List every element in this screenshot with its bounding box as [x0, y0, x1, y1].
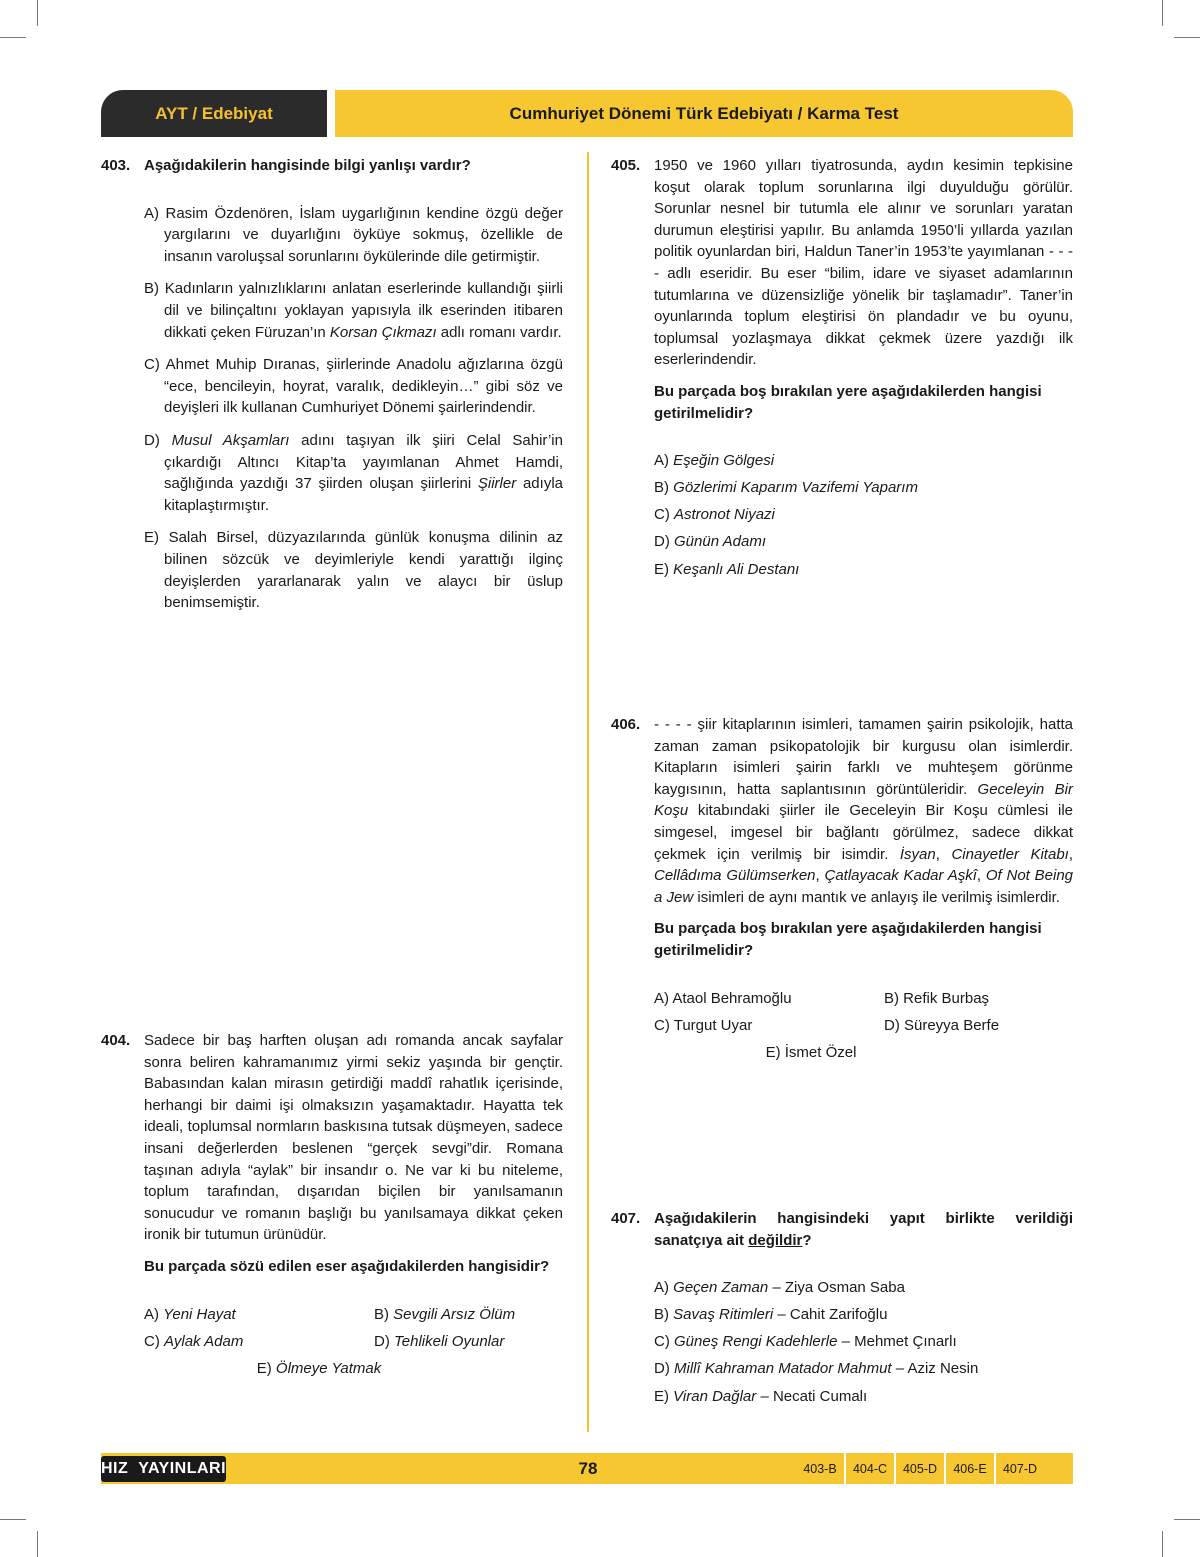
- option-letter: D): [374, 1332, 394, 1350]
- answer-key: [796, 1453, 1044, 1484]
- logo-text: HIZ: [100, 1460, 129, 1477]
- option-text: Aylak Adam: [164, 1332, 244, 1350]
- option-b[interactable]: [654, 477, 1073, 499]
- option-c[interactable]: C) Ahmet Muhip Dıranas, şiirlerinde Anadolu ağızlarına özgü “ece, bencileyin, hoyrat, varalık, dedikleyin…” gibi söz ve deyişleri ilk kullanan Cumhuriyet Dönemi şairlerindendir.: [144, 356, 563, 417]
- option-letter: E): [256, 1359, 276, 1377]
- crop-mark: [1174, 1519, 1200, 1520]
- option-letter: D): [654, 1360, 674, 1378]
- option-d[interactable]: D) Süreyya Berfe: [884, 1016, 1000, 1034]
- work-title: Geçen Zaman: [673, 1279, 769, 1297]
- author-name: – Aziz Nesin: [891, 1360, 979, 1378]
- option-text: Günün Adamı: [674, 533, 766, 551]
- author-name: – Necati Cumalı: [756, 1387, 868, 1405]
- option-letter: C): [654, 506, 674, 524]
- option-a[interactable]: A) Ataol Behramoğlu: [654, 989, 792, 1007]
- text-run: ,: [935, 845, 952, 863]
- work-title: Savaş Ritimleri: [673, 1306, 774, 1324]
- topic-label: Cumhuriyet Dönemi Türk Edebiyatı / Karma Test: [509, 103, 899, 123]
- option-text: Keşanlı Ali Destanı: [673, 560, 800, 578]
- option-text: Astronot Niyazi: [674, 506, 775, 524]
- stem-text: ?: [802, 1231, 812, 1249]
- options-list: [654, 1277, 1073, 1407]
- option-letter: A): [654, 1279, 674, 1297]
- subject-tab: [101, 90, 327, 137]
- text-run: ,: [815, 867, 825, 885]
- subject-label: AYT / Edebiyat: [155, 103, 273, 123]
- option-a[interactable]: A) Rasim Özdenören, İslam uygarlığının kendine özgü değer yargılarını ve duyarlığını öyküye sokmuş, özellikle de insanın varoluşsal sorunlarını öykülerinde dile getirmiştir.: [144, 204, 563, 265]
- option-text: Tehlikeli Oyunlar: [394, 1332, 505, 1350]
- option-c[interactable]: [654, 1331, 1073, 1353]
- option-letter: B): [374, 1305, 394, 1323]
- text-run: ,: [1068, 845, 1074, 863]
- option-letter: A): [144, 1305, 164, 1323]
- question-405: [611, 155, 1073, 586]
- option-text: Sevgili Arsız Ölüm: [393, 1305, 516, 1323]
- answer-key-item: 407-D: [994, 1453, 1044, 1484]
- option-b[interactable]: [144, 278, 563, 343]
- option-letter: C): [144, 1332, 164, 1350]
- crop-mark: [1162, 0, 1163, 26]
- text-run: ,: [976, 867, 986, 885]
- option-b[interactable]: [374, 1304, 604, 1326]
- question-number: 407.: [611, 1210, 641, 1227]
- option-text: Eşeğin Gölgesi: [673, 452, 775, 470]
- option-text-italic: Musul Akşamları: [171, 431, 290, 449]
- option-b[interactable]: [654, 1304, 1073, 1326]
- question-stem: Bu parçada boş bırakılan yere aşağıdakilerden hangisi getirilmelidir?: [654, 382, 1042, 422]
- logo-text: YAYINLARI: [138, 1460, 227, 1477]
- text-italic: Cinayetler Kitabı: [951, 845, 1069, 863]
- question-number: 406.: [611, 716, 641, 733]
- option-a[interactable]: [654, 1277, 1073, 1299]
- option-d[interactable]: [374, 1331, 604, 1353]
- option-d[interactable]: [654, 531, 1073, 553]
- text-run: isimleri de aynı mantık ve anlayış ile verilmiş isimlerdir.: [693, 888, 1060, 906]
- option-letter: B): [654, 479, 674, 497]
- option-letter: A): [654, 452, 674, 470]
- topic-banner: [335, 90, 1073, 137]
- option-text: Yeni Hayat: [163, 1305, 236, 1323]
- author-name: – Ziya Osman Saba: [768, 1279, 905, 1297]
- option-e[interactable]: [654, 559, 1073, 581]
- publisher-logo: [101, 1456, 226, 1482]
- option-a[interactable]: [654, 450, 1073, 472]
- option-text: adıyla kitaplaştırmıştır.: [164, 475, 563, 514]
- answer-key-item: 403-B: [803, 1461, 837, 1476]
- column-divider: [587, 152, 589, 1432]
- option-text: adlı romanı vardır.: [436, 323, 562, 341]
- text-italic: Of Not Being a Jew: [654, 867, 1074, 906]
- stem-underlined: değildir: [748, 1231, 803, 1249]
- option-c[interactable]: [144, 1331, 374, 1353]
- work-title: Viran Dağlar: [673, 1387, 757, 1405]
- option-b[interactable]: B) Refik Burbaş: [884, 989, 990, 1007]
- crop-mark: [37, 1531, 38, 1557]
- text-italic: Geceleyin Bir Koşu: [654, 780, 1074, 820]
- work-title: Millî Kahraman Matador Mahmut: [674, 1360, 892, 1378]
- answer-key-item: 404-C: [844, 1453, 894, 1484]
- option-a[interactable]: [144, 1304, 374, 1326]
- question-text: [654, 714, 1073, 908]
- option-d[interactable]: [654, 1358, 1073, 1380]
- text-italic: Çatlayacak Kadar Aşkî: [824, 867, 977, 885]
- author-name: – Cahit Zarifoğlu: [773, 1306, 888, 1324]
- option-text: Gözlerimi Kaparım Vazifemi Yaparım: [673, 479, 918, 497]
- author-name: – Mehmet Çınarlı: [837, 1333, 957, 1351]
- question-number: 404.: [101, 1032, 131, 1049]
- option-text: Ölmeye Yatmak: [275, 1359, 382, 1377]
- answer-key-item: 406-E: [944, 1453, 994, 1484]
- answer-key-item: 405-D: [894, 1453, 944, 1484]
- question-stem: Bu parçada boş bırakılan yere aşağıdakilerden hangisi getirilmelidir?: [654, 920, 1042, 959]
- crop-mark: [37, 0, 38, 26]
- option-letter: E): [654, 560, 674, 578]
- option-c[interactable]: C) Turgut Uyar: [654, 1016, 753, 1034]
- option-c[interactable]: [654, 504, 1073, 526]
- crop-mark: [0, 1519, 26, 1520]
- option-text-italic: Şiirler: [477, 475, 517, 493]
- question-404: [101, 1030, 563, 1379]
- question-number: 403.: [101, 157, 131, 174]
- question-stem: Aşağıdakilerin hangisinde bilgi yanlışı vardır?: [144, 157, 471, 174]
- work-title: Güneş Rengi Kadehlerle: [674, 1333, 838, 1351]
- question-406: [611, 714, 1073, 1063]
- question-number: 405.: [611, 157, 641, 174]
- option-e[interactable]: E) Salah Birsel, düzyazılarında günlük konuşma dilinin az bilinen sözcük ve deyimleriyle kendi yarattığı ilginç deyişlerden yararlanarak yalın ve alaycı bir üslup benimsemiştir.: [144, 529, 563, 612]
- option-text: B) Kadınların yalnızlıklarını anlatan eserlerinde kullandığı şiirli dil ve bilinçaltını yoklayan yapısıyla ilk eserinden itibaren dikkati çeken Füruzan’ın: [144, 280, 563, 341]
- option-e[interactable]: [654, 1386, 1073, 1408]
- option-e[interactable]: [144, 1358, 494, 1380]
- options-grid: [144, 1304, 563, 1353]
- question-407: [611, 1208, 1073, 1413]
- option-text: adını taşıyan ilk şiiri Celal Sahir’in çıkardığı Altıncı Kitap’ta yayımlanan Ahmet Hamdi, sağlığında yazdığı 37 şiirden oluşan şiirlerini: [164, 431, 563, 493]
- stem-text: Aşağıdakilerin hangisindeki yapıt birlikte verildiği sanatçıya ait: [654, 1210, 1073, 1249]
- crop-mark: [1162, 1531, 1163, 1557]
- option-letter: D): [654, 533, 674, 551]
- option-text-italic: Korsan Çıkmazı: [329, 323, 437, 341]
- crop-mark: [1174, 37, 1200, 38]
- question-text: Sadece bir baş harften oluşan adı romanda ancak sayfalar sonra beliren kahramanımız yirmi sekiz yaşında bir gençtir. Babasından kalan mirasın getirdiği maddî rahatlık içerisinde, herhangi bir daimi işi olmaksızın yaşamaktadır. Hayatta tek ideali, toplumsal normların baskısına tutsak düşmeyen, sadece insani değerlerden beslenen “gerçek sevgi”dir. Romana taşınan adıyla “aylak” bir insandır o. Ne var ki bu niteleme, toplum tarafından, dışarıdan biçilen bir yanılsamanın sonucudur ve romanın başlığı bu yanılsamaya dikkat çeken ironik bir tutumun ürünüdür.: [144, 1032, 563, 1244]
- question-text: 1950 ve 1960 yılları tiyatrosunda, aydın kesimin tepkisine koşut olarak toplum sorunlarına ilgi duyulduğu görülür. Sorunlar nesnel bir tutumla ele alınır ve sorunları yaratan durumun eleştirisi yapılır. Bu anlamda 1950’li yıllarda yazılan politik oyunlardan biri, Haldun Taner’in 1953’te yayımlanan - - - - adlı eseridir. Bu eser “bilim, idare ve siyaset adamlarının tutumlarına ve düzensizliğe yönelik bir taşlamadır”. Taner’in oyunlarında toplum eleştirisi ön plandadır ve bu oyunu, toplumsal yozlaşmaya dikkat çekmek üzere yazdığı ilk eserlerindendir.: [654, 157, 1073, 369]
- page-number: 78: [578, 1459, 598, 1478]
- option-letter: B): [654, 1306, 674, 1324]
- options-grid: [654, 988, 1073, 1037]
- option-text: D): [144, 431, 172, 449]
- question-stem: [654, 1208, 1073, 1251]
- option-letter: C): [654, 1333, 674, 1351]
- crop-mark: [0, 37, 26, 38]
- text-italic: İsyan: [899, 845, 936, 863]
- question-403: [101, 155, 563, 625]
- option-d[interactable]: [144, 430, 563, 516]
- options-list: [654, 450, 1073, 580]
- text-run: kitabındaki şiirler ile Geceleyin Bir Koşu cümlesi ile simgesel, imgesel bir bağlantı görülmez, sadece dikkat çekmek için verilmiş bir isimdir.: [654, 802, 1073, 863]
- option-letter: E): [654, 1387, 674, 1405]
- text-italic: Cellâdıma Gülümserken: [654, 867, 816, 885]
- question-stem: Bu parçada sözü edilen eser aşağıdakilerden hangisidir?: [144, 1257, 550, 1275]
- text-run: - - - - şiir kitaplarının isimleri, tamamen şairin psikolojik, hatta zaman zaman psikopatolojik bir kurgusu olan isimlerdir. Kitapların isimleri şairin farklı ve muhteşem görünme kaygısının, hatta saplantısının görüntüleridir.: [654, 716, 1073, 798]
- option-e[interactable]: E) İsmet Özel: [765, 1043, 857, 1061]
